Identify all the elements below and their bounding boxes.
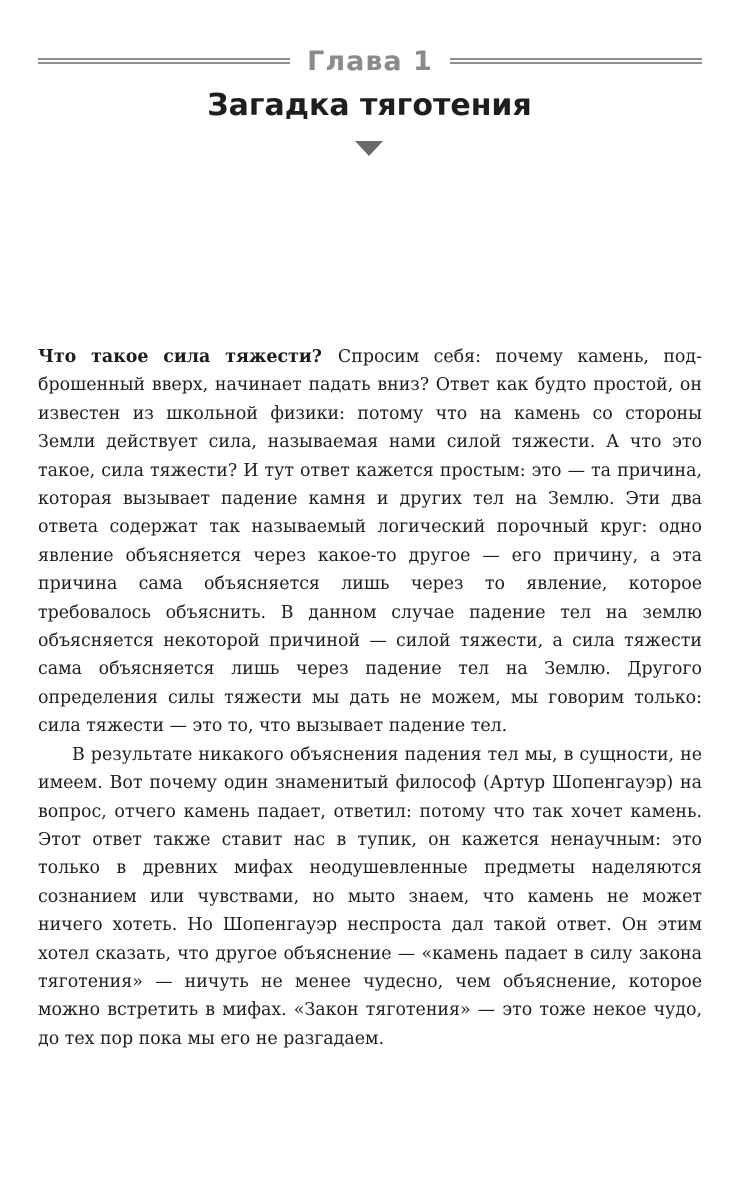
paragraph-1-text: Спросим себя: почему камень, подброшенный вверх, начинает падать вниз? Ответ как будто простой, он известен из школьной физики: потому что на камень со стороны Земли действует сила, называемая нами силой тяжести. А что это такое, сила тяжести? И тут ответ кажется простым: это — та причина, которая вызывает падение камня и других тел на Землю. Эти два ответа содержат так называемый логический порочный круг: одно явление объясняется через какое-то другое — его причину, а эта причина сама объясняется лишь через то явление, которое требовалось объяснить. В данном случае падение тел на землю объясняется некоторой причиной — силой тяжести, а сила тяжести сама объясняется лишь через падение тел на Землю. Другого определения силы тяжести мы дать не можем, мы говорим только: сила тяжести — это то, что вызывает падение тел. (38, 347, 702, 737)
chapter-title: Загадка тяготения (207, 88, 532, 123)
section-heading: Что такое сила тяжести? (38, 347, 322, 367)
header-rule-right (450, 58, 702, 64)
triangle-down-icon (355, 141, 383, 156)
body-text (38, 343, 702, 1053)
paragraph-2: В результате никакого объяснения падения тел мы, в сущности, не имеем. Вот почему один знаменитый философ (Артур Шопенгауэр) на вопрос, отчего камень падает, ответил: потому что так хочет камень. Этот ответ также ставит нас в тупик, он кажется ненаучным: это только в древних мифах неодушевленные предметы наделяются сознанием или чувствами, но мыто знаем, что камень не может ничего хотеть. Но Шопенгауэр неспроста дал такой ответ. Он этим хотел сказать, что другое объяснение — «камень падает в силу закона тяготения» — ничуть не менее чудесно, чем объяснение, которое можно встретить в мифах. «Закон тяготения» — это тоже некое чудо, до тех пор пока мы его не разгадаем. (38, 744, 702, 1049)
chapter-header (38, 46, 702, 82)
paragraph-1 (38, 343, 702, 741)
chapter-label: Глава 1 (307, 46, 433, 77)
